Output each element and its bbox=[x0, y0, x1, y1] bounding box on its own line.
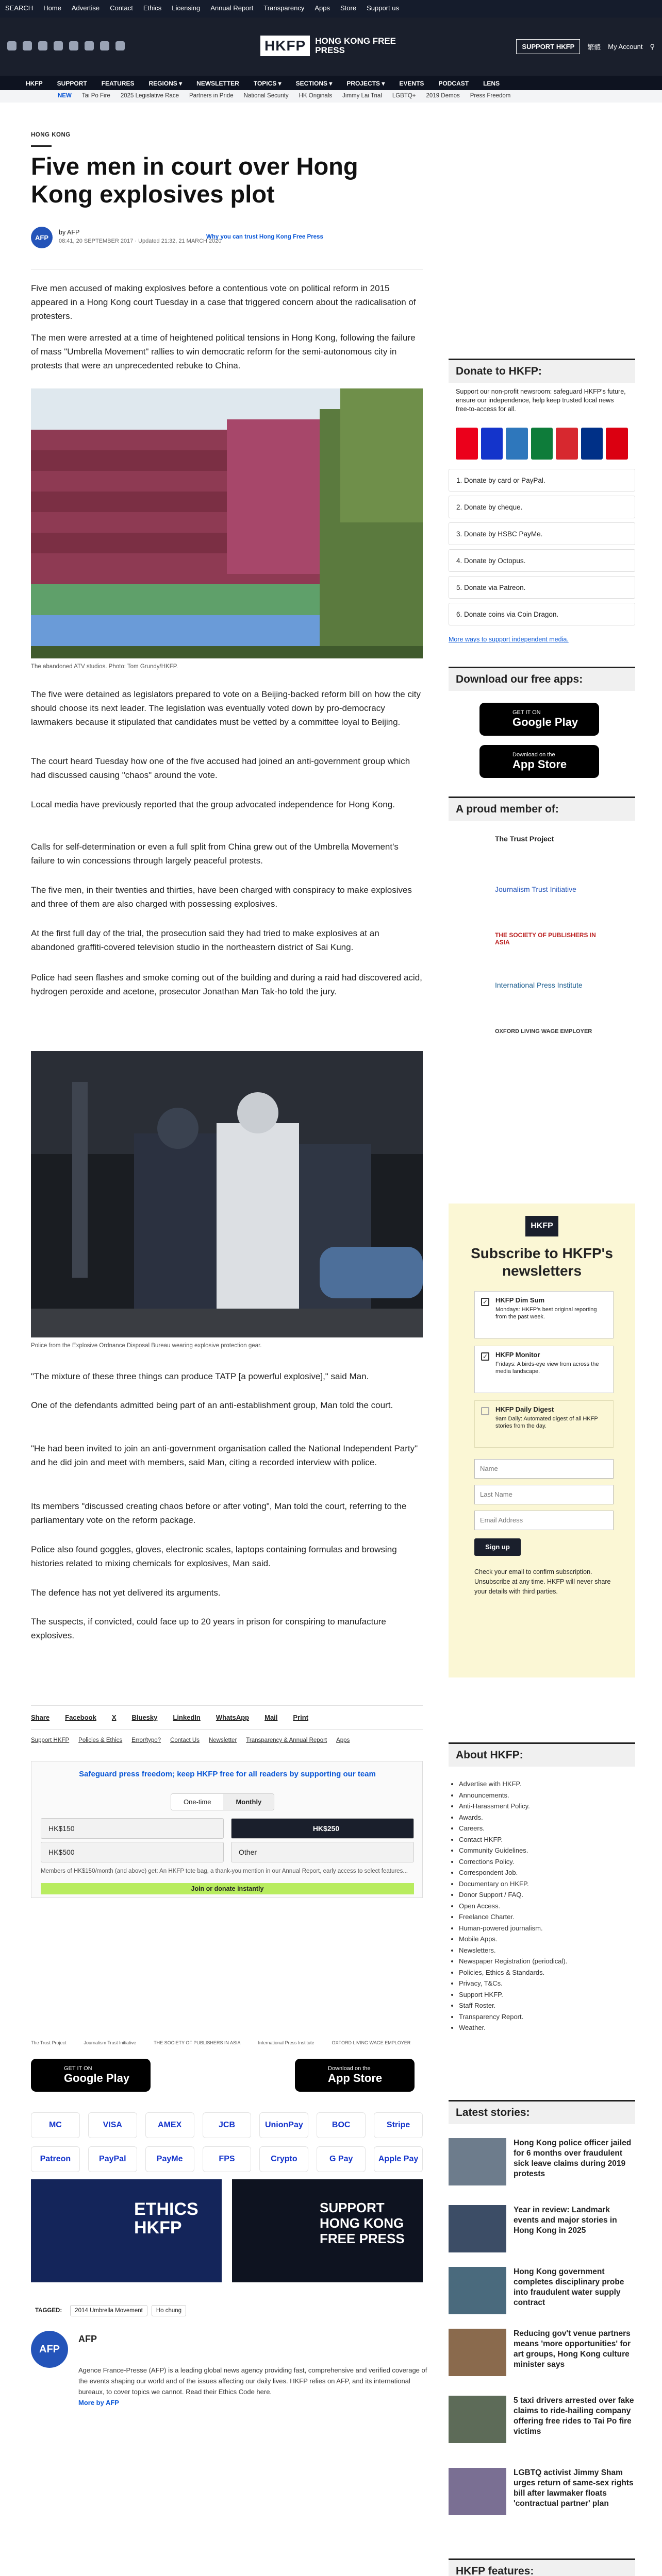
header-actions bbox=[516, 39, 655, 54]
donate-option[interactable]: 2. Donate by cheque. bbox=[449, 496, 635, 518]
site-header bbox=[0, 18, 662, 76]
paragraph: Its members "discussed creating chaos before or after voting", Man told the court, referring to the parliamentary vote on the reform package. bbox=[31, 1501, 407, 1525]
story-thumbnail bbox=[449, 2205, 506, 2252]
visa-icon: VISA bbox=[88, 2112, 137, 2138]
tag-chip[interactable]: 2014 Umbrella Movement bbox=[70, 2305, 147, 2316]
search-icon[interactable]: ⚲ bbox=[650, 42, 655, 50]
author-name[interactable]: by AFP bbox=[59, 229, 80, 236]
footer-link[interactable]: Apps bbox=[336, 1737, 350, 1743]
unionpay-icon: UnionPay bbox=[259, 2112, 308, 2138]
newsletter-desc: 9am Daily: Automated digest of all HKFP stories from the day. bbox=[495, 1416, 598, 1429]
jcb-icon bbox=[531, 428, 553, 460]
latest-story[interactable] bbox=[449, 2329, 635, 2384]
nav-podcast[interactable]: PODCAST bbox=[438, 80, 469, 87]
social-icons bbox=[7, 41, 125, 50]
trending-link[interactable]: Jimmy Lai Trial bbox=[342, 93, 382, 99]
search-link[interactable]: SEARCH bbox=[5, 4, 34, 12]
story-thumbnail bbox=[449, 2468, 506, 2515]
article-byline bbox=[31, 227, 423, 263]
hkfp-logo: HKFP bbox=[525, 1216, 558, 1236]
contact-link[interactable]: Contact bbox=[110, 4, 133, 12]
support-link[interactable]: Support us bbox=[367, 4, 399, 12]
app-store-badge[interactable] bbox=[295, 2059, 415, 2092]
share-whatsapp[interactable]: WhatsApp bbox=[216, 1714, 250, 1721]
member-heading: A proud member of: bbox=[449, 796, 635, 821]
article-category[interactable]: HONG KONG bbox=[31, 132, 71, 138]
last-name-input[interactable]: Last Name bbox=[474, 1485, 614, 1504]
paragraph: Police had seen flashes and smoke coming out of the building and during a raid had discovered acid, hydrogen peroxide and acetone, prosecutor Jonathan Man Tak-ho told the jury. bbox=[31, 973, 422, 996]
share-print[interactable]: Print bbox=[293, 1714, 309, 1721]
footer-link[interactable]: Newsletter bbox=[208, 1737, 237, 1743]
patreon-icon: Patreon bbox=[31, 2146, 80, 2172]
jcb-icon: JCB bbox=[203, 2112, 252, 2138]
more-by-author-link[interactable]: More by AFP bbox=[78, 2399, 119, 2406]
youtube-icon[interactable] bbox=[54, 41, 63, 50]
crypto-icon: Crypto bbox=[259, 2146, 308, 2172]
about-link[interactable]: • Weather. bbox=[459, 2022, 567, 2033]
newsletter-name: HKFP Monitor bbox=[495, 1351, 540, 1359]
badge-big-text: Google Play bbox=[512, 716, 578, 728]
newsletter-option-monitor[interactable] bbox=[474, 1346, 614, 1393]
share-bluesky[interactable]: Bluesky bbox=[131, 1714, 158, 1721]
more-ways-link[interactable]: More ways to support independent media. bbox=[449, 636, 569, 643]
paragraph: The court heard Tuesday how one of the five accused had joined an anti-government group which had discussed causing "chaos" around the vote. bbox=[31, 756, 410, 780]
payme-icon: PayMe bbox=[145, 2146, 194, 2172]
visa-icon bbox=[481, 428, 503, 460]
badge-big-text: App Store bbox=[328, 2072, 383, 2084]
transparency-link[interactable]: Transparency bbox=[263, 4, 305, 12]
about-links bbox=[459, 1778, 567, 2033]
story-title: Hong Kong police officer jailed for 6 months over fraudulent sick leave claims during 2019 protests bbox=[514, 2139, 632, 2178]
donate-option[interactable]: 3. Donate by HSBC PayMe. bbox=[449, 522, 635, 545]
badge-big-text: App Store bbox=[512, 758, 567, 771]
about-link[interactable]: • Advertise with HKFP. bbox=[459, 1778, 567, 1790]
living-wage-logo[interactable]: OXFORD LIVING WAGE EMPLOYER bbox=[495, 1028, 592, 1035]
google-play-badge[interactable] bbox=[31, 2059, 151, 2092]
about-link[interactable]: • Donor Support / FAQ. bbox=[459, 1889, 567, 1901]
newsletter-heading: Subscribe to HKFP's newsletters bbox=[471, 1245, 613, 1279]
divider bbox=[31, 1729, 423, 1730]
paypal-icon: PayPal bbox=[88, 2146, 137, 2172]
app-store-badge[interactable] bbox=[479, 745, 599, 778]
promo-text: ETHICS HKFP bbox=[134, 2199, 198, 2238]
join-donate-button[interactable]: Join or donate instantly bbox=[41, 1883, 414, 1894]
jti-logo[interactable]: Journalism Trust Initiative bbox=[495, 885, 576, 893]
tags-label: TAGGED: bbox=[35, 2308, 62, 2314]
language-link[interactable]: 繁體 bbox=[587, 43, 601, 51]
payme-icon bbox=[606, 428, 628, 460]
latest-story[interactable] bbox=[449, 2468, 635, 2523]
payment-methods-grid bbox=[31, 2112, 423, 2172]
amex-icon bbox=[506, 428, 528, 460]
paragraph: "The mixture of these three things can produce TATP [a powerful explosive]," said Man. bbox=[31, 1371, 369, 1381]
about-link[interactable]: • Freelance Charter. bbox=[459, 1911, 567, 1923]
annual-report-link[interactable]: Annual Report bbox=[210, 4, 254, 12]
badge-small-text: GET IT ON bbox=[64, 2065, 92, 2072]
badge-big-text: Google Play bbox=[64, 2072, 130, 2084]
article-title: Five men in court over Hong Kong explosives plot bbox=[31, 152, 358, 208]
email-input[interactable]: Email Address bbox=[474, 1511, 614, 1530]
mastercard-icon: MC bbox=[31, 2112, 80, 2138]
ipi-logo: International Press Institute bbox=[258, 2040, 315, 2045]
newsletter-signup bbox=[449, 1204, 635, 1677]
apps-link[interactable]: Apps bbox=[315, 4, 330, 12]
tags-row bbox=[31, 2305, 186, 2316]
trending-link[interactable]: Press Freedom bbox=[470, 93, 511, 99]
paragraph: The men were arrested at a time of heightened political tensions in Hong Kong, following the failure of mass "Umbrella Movement" rallies to win democratic reform for the semi-autonomous city in protests that were an unprecedented rebuke to China. bbox=[31, 333, 416, 370]
share-facebook[interactable]: Facebook bbox=[65, 1714, 96, 1721]
nav-newsletter[interactable]: NEWSLETTER bbox=[196, 80, 239, 87]
membership-benefits: Members of HK$150/month (and above) get: An HKFP tote bag, a thank-you mention in our Annual Report, early access to select features... bbox=[41, 1868, 408, 1874]
trust-project-logo: The Trust Project bbox=[31, 2040, 67, 2045]
author-avatar[interactable]: AFP bbox=[31, 2331, 68, 2368]
site-logo[interactable] bbox=[260, 33, 402, 59]
footer-link[interactable]: Policies & Ethics bbox=[78, 1737, 123, 1743]
paragraph: One of the defendants admitted being part of an anti-establishment group, Man told the court. bbox=[31, 1400, 393, 1410]
nav-features[interactable]: FEATURES bbox=[101, 80, 135, 87]
about-link[interactable]: • Open Access. bbox=[459, 1901, 567, 1912]
latest-story[interactable] bbox=[449, 2138, 635, 2194]
story-thumbnail bbox=[449, 2138, 506, 2185]
latest-story[interactable] bbox=[449, 2396, 635, 2451]
home-link[interactable]: Home bbox=[43, 4, 61, 12]
author-name[interactable]: AFP bbox=[78, 2334, 97, 2344]
story-thumbnail bbox=[449, 2267, 506, 2314]
donate-widget-title[interactable]: Safeguard press freedom; keep HKFP free for all readers by supporting our team bbox=[79, 1770, 376, 1778]
latest-heading: Latest stories: bbox=[449, 2100, 635, 2124]
donate-option[interactable]: 1. Donate by card or PayPal. bbox=[449, 469, 635, 492]
about-link[interactable]: • Anti-Harassment Policy. bbox=[459, 1801, 567, 1812]
licensing-link[interactable]: Licensing bbox=[172, 4, 201, 12]
paragraph: Local media have previously reported that the group advocated independence for Hong Kong. bbox=[31, 800, 395, 809]
donate-text[interactable]: Support our non-profit newsroom: safeguard HKFP's future, ensure our independence, help keep trusted local news free-to-access for all. bbox=[456, 388, 626, 413]
advertise-link[interactable]: Advertise bbox=[71, 4, 100, 12]
main-nav bbox=[0, 76, 662, 90]
footer-link[interactable]: Support HKFP bbox=[31, 1737, 70, 1743]
paypal-icon bbox=[581, 428, 603, 460]
nav-support[interactable]: SUPPORT bbox=[57, 80, 87, 87]
stripe-icon: Stripe bbox=[374, 2112, 423, 2138]
about-link[interactable]: • Newspaper Registration (periodical). bbox=[459, 1956, 567, 1967]
about-link[interactable]: • Human-powered journalism. bbox=[459, 1923, 567, 1934]
article-footer-links bbox=[31, 1737, 350, 1743]
about-link[interactable]: • Careers. bbox=[459, 1823, 567, 1834]
newsletter-name: HKFP Dim Sum bbox=[495, 1296, 545, 1304]
paragraph: At the first full day of the trial, the prosecution said they had tried to make explosives at an abandoned graffiti-covered television studio in the northeastern district of Sai Kung. bbox=[31, 928, 379, 952]
trending-link[interactable]: LGBTQ+ bbox=[392, 93, 416, 99]
store-link[interactable]: Store bbox=[340, 4, 357, 12]
publish-date: 08:41, 20 SEPTEMBER 2017 · Updated 21:32, 21 MARCH 2020 bbox=[59, 238, 222, 244]
footer-link[interactable]: Error/typo? bbox=[131, 1737, 161, 1743]
instagram-icon[interactable] bbox=[38, 41, 47, 50]
story-title: Reducing gov't venue partners means 'more opportunities' for art groups, Hong Kong culture minister says bbox=[514, 2329, 631, 2369]
threads-icon[interactable] bbox=[69, 41, 78, 50]
signup-button[interactable]: Sign up bbox=[474, 1538, 521, 1556]
sopa-logo[interactable]: THE SOCIETY OF PUBLISHERS IN ASIA bbox=[495, 931, 596, 946]
fps-icon: FPS bbox=[203, 2146, 252, 2172]
story-title: LGBTQ activist Jimmy Sham urges return of same-sex rights bill after lawmaker floats 'contractual partner' plan bbox=[514, 2468, 634, 2508]
nav-projects[interactable]: PROJECTS ▾ bbox=[346, 80, 385, 87]
paragraph: The suspects, if convicted, could face up to 20 years in prison for conspiring to manufacture explosives. bbox=[31, 1617, 386, 1640]
logo-text: HONG KONG FREE PRESS bbox=[315, 36, 396, 55]
new-label: NEW bbox=[58, 93, 72, 99]
payment-icons bbox=[449, 428, 635, 460]
living-wage-logo: OXFORD LIVING WAGE EMPLOYER bbox=[332, 2040, 411, 2045]
trending-link[interactable]: 2025 Legislative Race bbox=[120, 93, 179, 99]
about-link[interactable]: • Newsletters. bbox=[459, 1945, 567, 1956]
mastercard-icon bbox=[456, 428, 478, 460]
google-pay-icon: G Pay bbox=[317, 2146, 366, 2172]
paragraph: The five were detained as legislators prepared to vote on a Beijing-backed reform bill on how the city should choose its next leader. The legislation was eventually voted down by pro-democracy lawmakers because it stipulated that candidates must be vetted by a committee loyal to Beijing. bbox=[31, 689, 421, 727]
unionpay-icon bbox=[556, 428, 578, 460]
about-link[interactable]: • Privacy, T&Cs. bbox=[459, 1978, 567, 1989]
author-description: Agence France-Presse (AFP) is a leading global news agency providing fast, comprehensive and verified coverage of the events shaping our world and of the issues affecting our daily lives. HKFP relies on AFP, and its international bureaux, to cover topics we cannot. Read their Ethics Code here. bbox=[78, 2366, 427, 2396]
donate-widget bbox=[31, 1761, 423, 1898]
latest-story[interactable] bbox=[449, 2267, 635, 2323]
article-image-atv bbox=[31, 388, 423, 658]
trending-link[interactable]: Partners in Pride bbox=[189, 93, 234, 99]
author-avatar[interactable]: AFP bbox=[31, 227, 53, 248]
support-hkfp-button[interactable]: SUPPORT HKFP bbox=[516, 39, 580, 54]
apps-heading: Download our free apps: bbox=[449, 667, 635, 691]
promo-text: SUPPORT HONG KONG FREE PRESS bbox=[320, 2200, 405, 2246]
why-trust-link[interactable]: Why you can trust Hong Kong Free Press bbox=[206, 234, 323, 240]
boc-icon: BOC bbox=[317, 2112, 366, 2138]
member-logos-row bbox=[31, 2040, 410, 2045]
about-link[interactable]: • Awards. bbox=[459, 1812, 567, 1823]
paragraph: "He had been invited to join an anti-government organisation called the National Independent Party" and he did join and meet with members, said Man, citing a recorded interview with police. bbox=[31, 1444, 418, 1467]
newsletter-option-digest[interactable] bbox=[474, 1400, 614, 1448]
app-store-badges bbox=[31, 2059, 415, 2092]
newsletter-desc: Fridays: A birds-eye view from across the media landscape. bbox=[495, 1361, 599, 1375]
nav-events[interactable]: EVENTS bbox=[399, 80, 424, 87]
donate-option[interactable]: 4. Donate by Octopus. bbox=[449, 549, 635, 572]
promo-banners bbox=[31, 2179, 423, 2282]
donate-frequency-tabs bbox=[171, 1793, 274, 1810]
amount-option[interactable]: HK$150 bbox=[41, 1818, 224, 1839]
ethics-link[interactable]: Ethics bbox=[143, 4, 162, 12]
badge-small-text: GET IT ON bbox=[512, 709, 541, 716]
tag-chip[interactable]: Ho chung bbox=[152, 2305, 186, 2316]
support-promo[interactable] bbox=[232, 2179, 423, 2282]
story-thumbnail bbox=[449, 2329, 506, 2376]
telegram-icon[interactable] bbox=[115, 41, 125, 50]
about-heading: About HKFP: bbox=[449, 1742, 635, 1767]
features-heading: HKFP features: bbox=[449, 2558, 635, 2576]
nav-lens[interactable]: LENS bbox=[483, 80, 500, 87]
tab-one-time[interactable]: One-time bbox=[171, 1794, 223, 1810]
donate-option[interactable]: 6. Donate coins via Coin Dragon. bbox=[449, 603, 635, 625]
newsletter-note: Check your email to confirm subscription. Unsubscribe at any time. HKFP will never share your details with third parties. bbox=[474, 1568, 611, 1595]
facebook-icon[interactable] bbox=[7, 41, 16, 50]
tab-monthly[interactable]: Monthly bbox=[223, 1794, 274, 1810]
about-link[interactable]: • Announcements. bbox=[459, 1790, 567, 1801]
trending-link[interactable]: HK Originals bbox=[299, 93, 333, 99]
ethics-promo[interactable] bbox=[31, 2179, 222, 2282]
footer-link[interactable]: Contact Us bbox=[170, 1737, 200, 1743]
about-link[interactable]: • Support HKFP. bbox=[459, 1989, 567, 2001]
newsletter-name: HKFP Daily Digest bbox=[495, 1405, 554, 1413]
trending-link[interactable]: National Security bbox=[243, 93, 289, 99]
ipi-logo[interactable]: International Press Institute bbox=[495, 981, 583, 989]
share-mail[interactable]: Mail bbox=[264, 1714, 278, 1721]
paragraph: The five men, in their twenties and thirties, have been charged with conspiracy to make explosives and three of them are also charged with possessing explosives. bbox=[31, 885, 412, 909]
nav-topics[interactable]: TOPICS ▾ bbox=[253, 80, 282, 87]
newsletter-option-dim-sum[interactable] bbox=[474, 1291, 614, 1338]
about-link[interactable]: • Contact HKFP. bbox=[459, 1834, 567, 1845]
latest-story[interactable] bbox=[449, 2205, 635, 2261]
trending-link[interactable]: Tai Po Fire bbox=[81, 93, 110, 99]
checkbox-checked-icon[interactable]: ✓ bbox=[481, 1298, 489, 1306]
account-link[interactable]: My Account bbox=[608, 43, 643, 50]
share-bar bbox=[31, 1714, 308, 1721]
footer-link[interactable]: Transparency & Annual Report bbox=[246, 1737, 327, 1743]
about-link[interactable]: • Transparency Report. bbox=[459, 2011, 567, 2023]
badge-small-text: Download on the bbox=[328, 2065, 371, 2072]
logo-box: HKFP bbox=[260, 36, 310, 56]
about-link[interactable]: • Community Guidelines. bbox=[459, 1845, 567, 1856]
share-x[interactable]: X bbox=[111, 1714, 117, 1721]
story-thumbnail bbox=[449, 2396, 506, 2443]
amount-option-selected[interactable]: HK$250 bbox=[231, 1818, 414, 1839]
paragraph: The defence has not yet delivered its arguments. bbox=[31, 1588, 221, 1598]
amount-other-input[interactable]: Other bbox=[231, 1842, 414, 1862]
top-utility-bar bbox=[0, 0, 662, 18]
bluesky-icon[interactable] bbox=[100, 41, 109, 50]
paragraph: Police also found goggles, gloves, electronic scales, laptops containing formulas and browsing histories related to mixing chemicals for explosives, Man said. bbox=[31, 1545, 397, 1568]
linkedin-icon[interactable] bbox=[85, 41, 94, 50]
about-link[interactable]: • Staff Roster. bbox=[459, 2000, 567, 2011]
amex-icon: AMEX bbox=[145, 2112, 194, 2138]
about-link[interactable]: • Corrections Policy. bbox=[459, 1856, 567, 1868]
apple-pay-icon: Apple Pay bbox=[374, 2146, 423, 2172]
about-link[interactable]: • Documentary on HKFP. bbox=[459, 1878, 567, 1890]
jti-logo: Journalism Trust Initiative bbox=[84, 2040, 137, 2045]
sopa-logo: THE SOCIETY OF PUBLISHERS IN ASIA bbox=[154, 2040, 241, 2045]
kicker-rule bbox=[31, 145, 52, 147]
divider bbox=[31, 1705, 423, 1706]
newsletter-desc: Mondays: HKFP's best original reporting from the past week. bbox=[495, 1307, 597, 1320]
google-play-badge[interactable] bbox=[479, 703, 599, 736]
about-link[interactable]: • Mobile Apps. bbox=[459, 1934, 567, 1945]
paragraph: Five men accused of making explosives before a contentious vote on political reform in 2015 appeared in a Hong Kong court Tuesday in a case that triggered concern about the radicalisation of protesters. bbox=[31, 283, 416, 321]
badge-small-text: Download on the bbox=[512, 752, 555, 758]
first-name-input[interactable]: Name bbox=[474, 1459, 614, 1479]
trust-project-logo[interactable]: The Trust Project bbox=[495, 835, 554, 843]
trending-bar bbox=[0, 90, 662, 103]
checkbox-checked-icon[interactable]: ✓ bbox=[481, 1352, 489, 1361]
about-link[interactable]: • Correspondent Job. bbox=[459, 1867, 567, 1878]
story-title: Year in review: Landmark events and major stories in Hong Kong in 2025 bbox=[514, 2206, 617, 2235]
nav-hkfp[interactable]: HKFP bbox=[26, 80, 43, 87]
image-caption: The abandoned ATV studios. Photo: Tom Grundy/HKFP. bbox=[31, 664, 178, 670]
checkbox-unchecked-icon[interactable] bbox=[481, 1407, 489, 1415]
paragraph: Calls for self-determination or even a full split from China grew out of the Umbrella Movement's failure to win concessions through largely peaceful protests. bbox=[31, 842, 399, 866]
donate-option[interactable]: 5. Donate via Patreon. bbox=[449, 576, 635, 599]
article-image-police bbox=[31, 1051, 423, 1337]
donate-heading: Donate to HKFP: bbox=[449, 359, 635, 383]
nav-regions[interactable]: REGIONS ▾ bbox=[148, 80, 183, 87]
share-linkedin[interactable]: LinkedIn bbox=[173, 1714, 201, 1721]
nav-sections[interactable]: SECTIONS ▾ bbox=[295, 80, 333, 87]
trending-link[interactable]: 2019 Demos bbox=[426, 93, 460, 99]
story-title: 5 taxi drivers arrested over fake claims to ride-hailing company offering free rides to Tai Po fire victims bbox=[514, 2396, 634, 2436]
about-link[interactable]: • Policies, Ethics & Standards. bbox=[459, 1967, 567, 1978]
x-icon[interactable] bbox=[23, 41, 32, 50]
amount-option[interactable]: HK$500 bbox=[41, 1842, 224, 1862]
image-caption: Police from the Explosive Ordnance Disposal Bureau wearing explosive protection gear. bbox=[31, 1343, 262, 1349]
story-title: Hong Kong government completes disciplinary probe into fraudulent water supply contract bbox=[514, 2267, 624, 2307]
share-label: Share bbox=[31, 1714, 50, 1721]
